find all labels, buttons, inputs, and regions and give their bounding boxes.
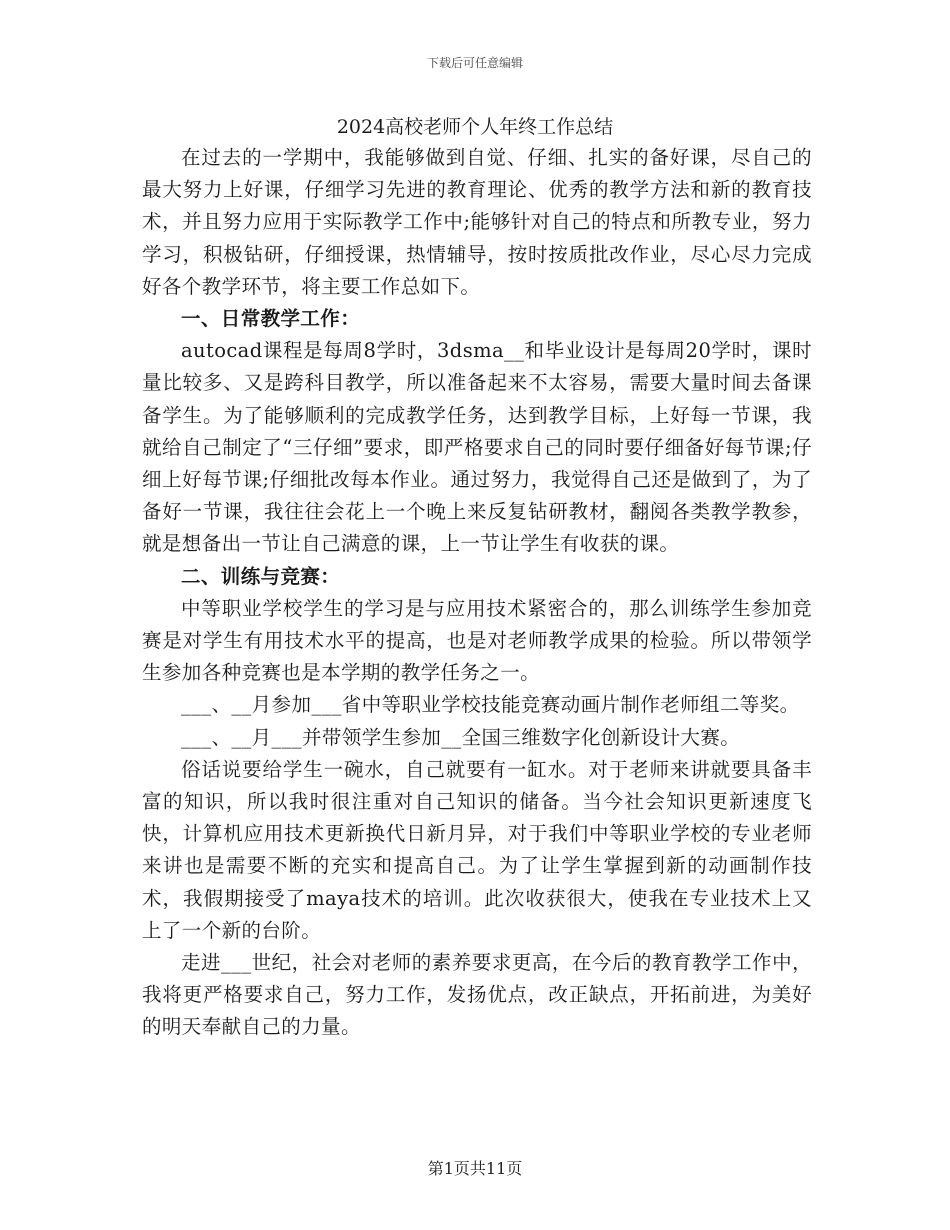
- document-title: 2024高校老师个人年终工作总结: [336, 116, 614, 138]
- paragraph-intro: 在过去的一学期中，我能够做到自觉、仔细、扎实的备好课，尽自己的最大努力上好课，仔细学习先进的教育理论、优秀的教学方法和新的教育技术，并且努力应用于实际教学工作中;能够针对自己的特点和所教专业，努力学习，积极钻研，仔细授课，热情辅导，按时按质批改作业，尽心尽力完成好各个教学环节，将主要工作总如下。: [142, 146, 812, 298]
- paragraph-knowledge: 俗话说要给学生一碗水，自己就要有一缸水。对于老师来讲就要具备丰富的知识，所以我时很注重对自己知识的储备。当今社会知识更新速度飞快，计算机应用技术更新换代日新月异，对于我们中等职业学校的专业老师来讲也是需要不断的充实和提高自己。为了让学生掌握到新的动画制作技术，我假期接受了maya技术的培训。此次收获很大，使我在专业技术上又上了一个新的台阶。: [142, 757, 812, 942]
- document-body: [142, 142, 812, 1044]
- paragraph-conclusion: 走进___世纪，社会对老师的素养要求更高，在今后的教育教学工作中，我将更严格要求自己，努力工作，发扬优点，改正缺点，开拓前进，为美好的明天奉献自己的力量。: [142, 951, 812, 1039]
- section-heading-training-competition: 二、训练与竞赛：: [181, 564, 341, 588]
- paragraph-training: 中等职业学校学生的学习是与应用技术紧密合的，那么训练学生参加竞赛是对学生有用技术水平的提高，也是对老师教学成果的检验。所以带领学生参加各种竞赛也是本学期的教学任务之一。: [142, 596, 812, 685]
- paragraph-award: ___、__月参加___省中等职业学校技能竞赛动画片制作老师组二等奖。: [181, 693, 800, 717]
- page-header-note: 下载后可任意编辑: [426, 56, 523, 70]
- page-number: 第1页共11页: [427, 1159, 523, 1178]
- paragraph-daily-teaching: autocad课程是每周8学时，3dsma__和毕业设计是每周20学时，课时量比较多、又是跨科目教学，所以准备起来不太容易，需要大量时间去备课备学生。为了能够顺利的完成教学任务，达到教学目标，上好每一节课，我就给自己制定了“三仔细”要求，即严格要求自己的同时要仔细备好每节课;仔细上好每节课;仔细批改每本作业。通过努力，我觉得自己还是做到了，为了备好一节课，我往往会花上一个晚上来反复钻研教材，翻阅各类教学教参，就是想备出一节让自己满意的课，上一节让学生有收获的课。: [142, 339, 812, 556]
- paragraph-competition: ___、__月___并带领学生参加__全国三维数字化创新设计大赛。: [181, 725, 741, 749]
- section-heading-daily-teaching: 一、日常教学工作：: [181, 307, 361, 331]
